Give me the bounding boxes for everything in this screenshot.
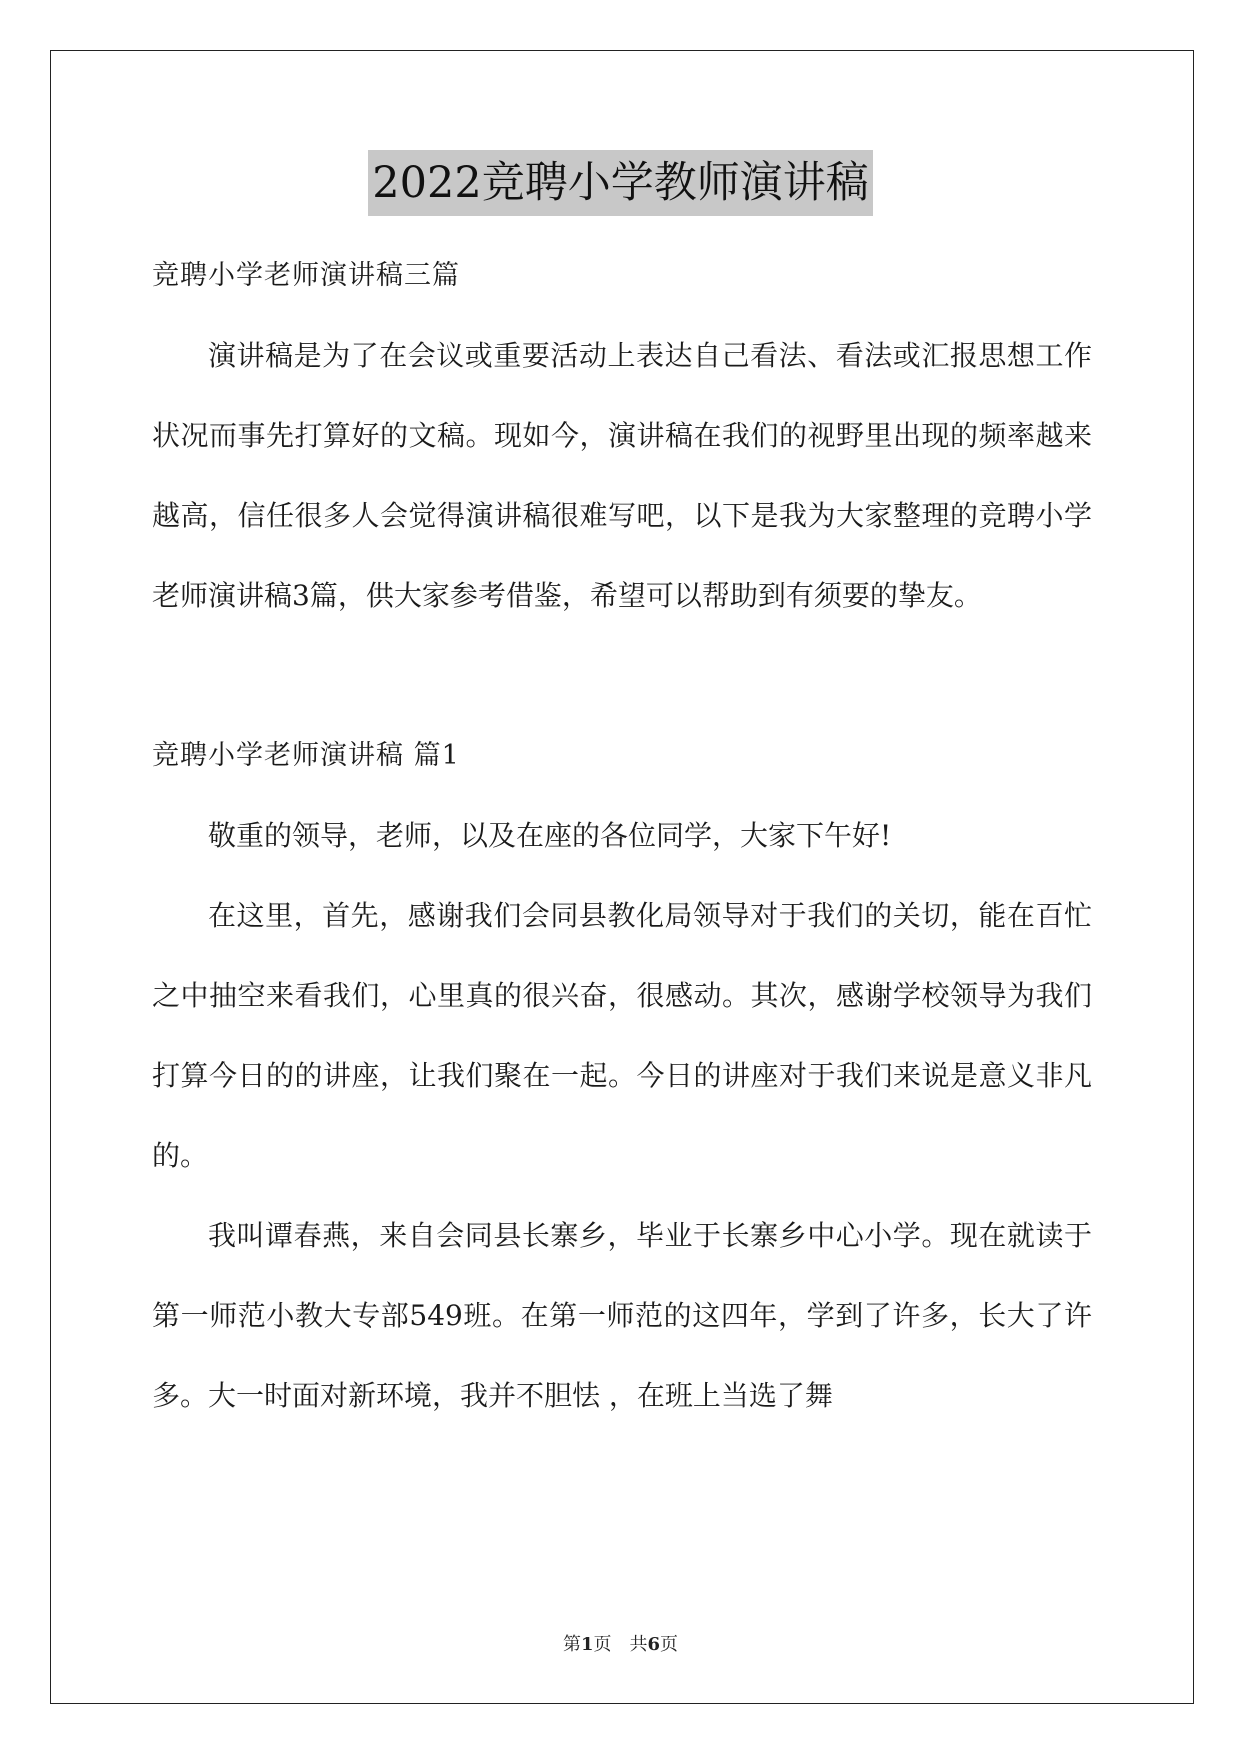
section-gap — [152, 636, 1092, 726]
document-body — [152, 236, 1092, 1436]
page-mid: 页 共 — [593, 1634, 648, 1655]
paragraph-thanks: 在这里，首先，感谢我们会同县教化局领导对于我们的关切，能在百忙之中抽空来看我们，心里真的很兴奋，很感动。其次，感谢学校领导为我们打算今日的的讲座，让我们聚在一起。今日的讲座对于我们来说是意义非凡的。 — [152, 899, 1092, 1172]
subtitle-heading: 竞聘小学老师演讲稿三篇 — [152, 260, 460, 291]
title-container — [0, 150, 1241, 216]
document-title: 2022竞聘小学教师演讲稿 — [368, 150, 872, 216]
page-footer — [0, 1633, 1241, 1657]
page-current-number: 1 — [580, 1634, 594, 1655]
page-suffix: 页 — [660, 1634, 679, 1655]
page-prefix: 第 — [562, 1634, 581, 1655]
page-total-number: 6 — [647, 1634, 661, 1655]
intro-paragraph: 演讲稿是为了在会议或重要活动上表达自己看法、看法或汇报思想工作状况而事先打算好的文稿。现如今，演讲稿在我们的视野里出现的频率越来越高，信任很多人会觉得演讲稿很难写吧，以下是我为大家整理的竞聘小学老师演讲稿3篇，供大家参考借鉴，希望可以帮助到有须要的挚友。 — [152, 339, 1092, 612]
section-heading: 竞聘小学老师演讲稿 篇1 — [152, 740, 460, 771]
paragraph-self-intro: 我叫谭春燕，来自会同县长寨乡，毕业于长寨乡中心小学。现在就读于第一师范小教大专部549班。在第一师范的这四年，学到了许多，长大了许多。大一时面对新环境，我并不胆怯 ，在班上当选了舞 — [152, 1219, 1092, 1412]
paragraph-greeting: 敬重的领导，老师，以及在座的各位同学，大家下午好! — [208, 819, 892, 852]
